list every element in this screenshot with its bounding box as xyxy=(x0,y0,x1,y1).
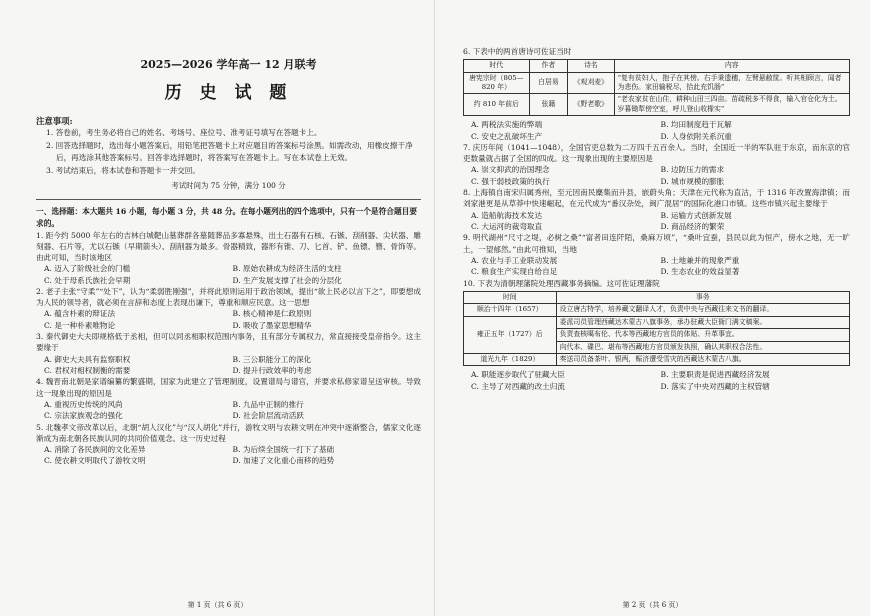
option-b: B. 土地兼并的现象严重 xyxy=(660,255,740,265)
page-footer: 第 2 页（共 6 页） xyxy=(622,601,683,609)
question-10 xyxy=(463,278,850,392)
option-d: D. 社会阶层流动活跃 xyxy=(232,411,304,421)
option-b: B. 九品中正制的推行 xyxy=(232,399,304,409)
table-header: 事务 xyxy=(556,291,849,303)
option-d: D. 落实了中央对西藏的主权管辖 xyxy=(660,381,770,391)
table-header: 内容 xyxy=(614,60,849,72)
option-b: B. 为后续全国统一打下了基础 xyxy=(232,445,335,455)
question-stem: 9. 明代湖州“尺寸之堤，必树之桑”“富者田连阡陌，桑麻万顷”，“桑叶宜蚕，县民以此为恒产，傍水之地，无一旷土，一望郁然。”由此可推知，当地 xyxy=(463,233,850,254)
option-a: A. 消除了各民族间的文化差异 xyxy=(44,445,146,455)
option-b: B. 均田制度趋于瓦解 xyxy=(660,120,732,130)
question-stem: 1. 距今约 5000 年左右的吉林白城靶山墓葬群各墓随葬品多寡悬殊，出土石器有石核、石镞、刮削器、尖状器、雕刻器、石片等，尤以石镞（早期箭头）、刮削器为最多。骨器精致，器形有锥、刀、匕首、铲、鱼镖、簪、骨饰等。由此可知，当时该地区 xyxy=(36,230,421,262)
option-a: A. 两税法实施的弊端 xyxy=(471,120,543,130)
question-6 xyxy=(463,46,850,142)
question-8 xyxy=(463,187,850,232)
table-row: 道光九年（1829） 奏送司员备茶叶、银两，赈济遭受雪灾的西藏达木蒙古八旗。 xyxy=(464,353,850,365)
question-2 xyxy=(36,286,421,331)
option-a: A. 重视历史传统的风尚 xyxy=(44,399,123,409)
option-d: D. 吸收了墨家思想精华 xyxy=(232,320,312,330)
option-d: D. 生态农业的效益显著 xyxy=(660,267,740,277)
page-footer: 第 1 页（共 6 页） xyxy=(187,601,248,609)
option-c: C. 君权对相权制衡的需要 xyxy=(44,366,131,376)
question-stem: 10. 下表为清朝理藩院处理西藏事务摘编。这可佐证理藩院 xyxy=(463,278,660,288)
option-a: A. 蕴含朴素的辩证法 xyxy=(44,309,116,319)
option-d: D. 人身依附关系沉重 xyxy=(660,131,732,141)
exam-title: 2025—2026 学年高一 12 月联考 xyxy=(140,58,317,71)
question-7 xyxy=(463,142,850,187)
question-9 xyxy=(463,232,850,277)
option-a: A. 职能逐步取代了驻藏大臣 xyxy=(471,370,565,380)
option-b: B. 边防压力的需求 xyxy=(660,165,725,175)
option-d: D. 加速了文化重心南移的趋势 xyxy=(232,456,335,466)
option-a: A. 崇文抑武的治国理念 xyxy=(471,165,550,175)
question-stem: 7. 庆历年间（1041—1048），全国官吏总数为二万四千五百余人。当时，全国近一半的军队驻于东京，而东京的官吏数量就占据了全国的四成。这一现象出现的主要原因是 xyxy=(463,143,850,164)
question-stem: 8. 上海镇自南宋归属秀州，至元因南民麇集而升县，嵌蔚头角；天津在元代称为直沽，于 1316 年改置海津镇；而刘家港更是从草莽中快速崛起，在元代成为“番汉杂处，闽广混居”的国际化港口市镇。这些市镇兴起主要缘于 xyxy=(463,188,850,209)
option-d: D. 提升行政效率的考虑 xyxy=(232,366,312,376)
option-a: A. 迈入了阶级社会的门槛 xyxy=(44,264,131,274)
affairs-table xyxy=(463,291,850,366)
notice-heading: 注意事项: xyxy=(36,116,73,126)
option-c: C. 强干弱枝政策的执行 xyxy=(471,176,550,186)
table-row: 向代本、碟巴、堪布等西藏地方官员颁发执照，确认其职权合法性。 xyxy=(464,341,850,353)
table-header: 作者 xyxy=(529,60,568,72)
section-rule xyxy=(36,199,421,200)
question-stem: 2. 老子主张“守柔”“处下”，认为“柔弱胜刚强”，并将此原则运用于政治领域，提出“欲上民必以言下之”，即要想成为人民的领导者，就必须在言辞和态度上表现出谦下，尊重和顺应民意。这一思想 xyxy=(36,286,421,308)
table-row: 顺治十四年（1657） 设立唐古特学，培养藏文翻译人才，负责中央与西藏往来文书的翻译。 xyxy=(464,304,850,316)
table-header: 时间 xyxy=(464,291,557,303)
option-a: A. 造船航海技术发达 xyxy=(471,210,543,220)
option-c: C. 宗法家族观念的强化 xyxy=(44,411,123,421)
option-b: B. 运输方式创新发展 xyxy=(660,210,732,220)
option-b: B. 主要职责是促进西藏经济发展 xyxy=(660,370,770,380)
page-2 xyxy=(435,0,870,616)
option-b: B. 原始农耕成为经济生活的支柱 xyxy=(232,264,342,274)
question-5 xyxy=(36,422,421,467)
option-a: A. 农业与手工业联动发展 xyxy=(471,255,558,265)
notice-item: 3. 考试结束后，将本试卷和答题卡一并交回。 xyxy=(46,165,200,175)
question-stem: 4. 魏晋南北朝是家谱编纂的繁盛期，国家为此建立了管理制度，设置谱局与谱官，并要求私修家谱呈送审核。导致这一现象出现的原因是 xyxy=(36,377,421,398)
table-row: 雍正五年（1727）后 委派司员管理西藏达木蒙古八旗事务，承办驻藏大臣衙门满文稿案。 xyxy=(464,316,850,328)
table-row: 负责查核噶布伦、代本等西藏地方官员的体贴、升革事宜。 xyxy=(464,329,850,341)
exam-time-line: 考试时间为 75 分钟，满分 100 分 xyxy=(171,181,286,191)
section-1-heading: 一、选择题：本大题共 16 小题，每小题 3 分，共 48 分。在每小题列出的四个选项中，只有一个是符合题目要求的。 xyxy=(36,207,418,228)
option-c: C. 主导了对西藏的改土归流 xyxy=(471,381,565,391)
question-3 xyxy=(36,331,421,376)
table-header: 时代 xyxy=(464,60,530,72)
table-header: 诗名 xyxy=(568,60,614,72)
option-c: C. 处于母系氏族社会早期 xyxy=(44,275,131,285)
option-b: B. 核心精神是仁政原则 xyxy=(232,309,312,319)
question-stem: 5. 北魏孝文帝改革以后，北朝“胡人汉化”与“汉人胡化”并行，游牧文明与农耕文明在冲突中逐渐整合，儒家文化逐渐成为南北朝各民族认同的共同价值观念。这一历史过程 xyxy=(36,422,421,443)
question-stem: 6. 下表中的两首唐诗可佐证当时 xyxy=(463,47,572,56)
option-c: C. 是一种朴素唯物论 xyxy=(44,320,116,330)
notice-item: 2. 回答选择题时，选出每小题答案后，用铅笔把答题卡上对应题目的答案标号涂黑。如需改动，用橡皮擦干净后，再选涂其他答案标号。回答非选择题时，将答案写在答题卡上。写在本试卷上无效。 xyxy=(46,140,413,163)
table-row: 唐宪宗时（805—820 年） 白居易 《观刈麦》 “复有贫妇人，抱子在其傍。右手秉遗穗，左臂悬敝筐。听其相顾言，闻者为悲伤。家田输税尽，拾此充饥肠” xyxy=(464,72,850,94)
option-c: C. 使农耕文明取代了游牧文明 xyxy=(44,456,146,466)
option-c: C. 大运河的裁弯取直 xyxy=(471,222,543,232)
question-4 xyxy=(36,376,421,421)
table-row: 约 810 年前后 张籍 《野老歌》 “老农家贫在山住，耕种山田三四亩。苗疏税多不得食，输入官仓化为土。岁暮锄犁傍空室，呼儿登山收橡实” xyxy=(464,94,850,116)
option-d: D. 商品经济的繁荣 xyxy=(660,222,725,232)
question-1 xyxy=(36,230,421,286)
subject-title: 历 史 试 题 xyxy=(164,83,293,103)
poem-table xyxy=(463,59,850,116)
option-c: C. 安史之乱破坏生产 xyxy=(471,131,543,141)
option-d: D. 城市规模的膨胀 xyxy=(660,176,725,186)
option-a: A. 御史大夫具有监察职权 xyxy=(44,354,131,364)
option-d: D. 生产发展支撑了社会的分层化 xyxy=(232,275,342,285)
option-b: B. 三公职能分工的深化 xyxy=(232,354,312,364)
question-stem: 3. 秦代御史大夫即规格低于丞相，但可以同丞相职权范围内事务，且有部分专属权力，常直接接受皇帝指令。这主要缘于 xyxy=(36,332,421,353)
notice-item: 1. 答卷前，考生务必将自己的姓名、考场号、座位号、准考证号填写在答题卡上。 xyxy=(46,128,322,137)
option-c: C. 粮食生产实现自给自足 xyxy=(471,267,558,277)
